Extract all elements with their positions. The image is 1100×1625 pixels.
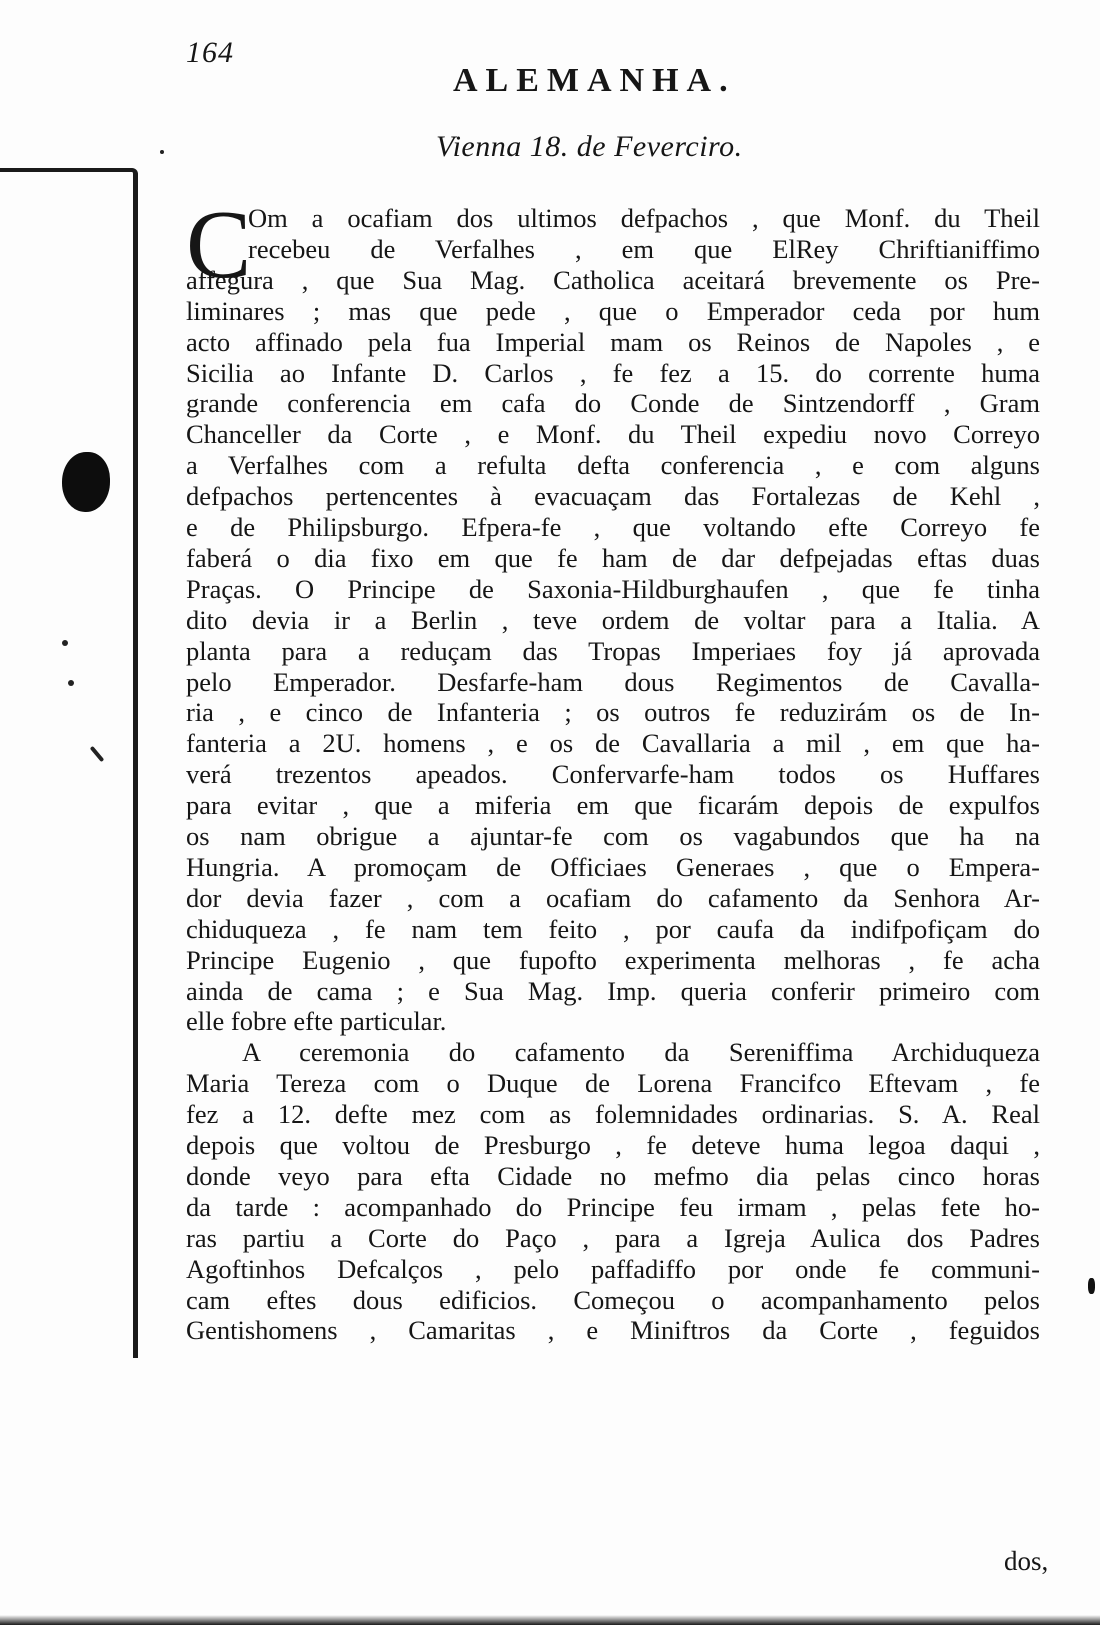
text-line: os nam obrigue a ajuntar-fe com os vagabundos que ha na — [186, 821, 1040, 851]
text-line: ainda de cama ; e Sua Mag. Imp. queria conferir primeiro com — [186, 975, 1040, 1006]
drop-cap: C — [186, 191, 252, 299]
ink-speck — [62, 640, 68, 646]
text-line: faberá o dia fixo em que fe ham de dar defpejadas eftas duas — [186, 542, 1040, 573]
text-line: donde veyo para efta Cidade no mefmo dia pelas cinco horas — [186, 1160, 1040, 1191]
text-line: affegura , que Sua Mag. Catholica aceitará brevemente os Pre- — [186, 264, 1040, 295]
text-line: da tarde : acompanhado do Principe feu irmam , pelas fete ho- — [186, 1191, 1040, 1222]
text-line: ras partiu a Corte do Paço , para a Igreja Aulica dos Padres — [186, 1222, 1040, 1253]
page-bottom-edge — [0, 1615, 1100, 1625]
ink-blot — [62, 452, 110, 512]
text-line: ria , e cinco de Infanteria ; os outros fe reduzirám os de In- — [186, 697, 1040, 728]
text-line: e de Philipsburgo. Efpera-fe , que voltando efte Correyo fe — [186, 512, 1040, 542]
text-line: cam eftes dous edificios. Começou o acompanhamento pelos — [186, 1284, 1040, 1315]
text-line: Hungria. A promoçam de Officiaes Generaes , que o Empera- — [186, 851, 1040, 882]
text-line: depois que voltou de Presburgo , fe deteve huma legoa daqui , — [186, 1130, 1040, 1160]
ink-speck — [1088, 1278, 1095, 1294]
catchword: dos, — [1004, 1546, 1049, 1576]
section-title: ALEMANHA. — [453, 62, 736, 99]
ink-speck — [160, 150, 164, 154]
text-line: Agoftinhos Defcalços , pelo paffadiffo por onde fe communi- — [186, 1253, 1040, 1284]
text-line: dito devia ir a Berlin , teve ordem de voltar para a Italia. A — [186, 604, 1040, 635]
text-line: Maria Tereza com o Duque de Lorena Francifco Eftevam , fe — [186, 1068, 1040, 1099]
text-line: pelo Emperador. Desfarfe-ham dous Regimentos de Cavalla- — [186, 666, 1040, 697]
text-line: liminares ; mas que pede , que o Emperador ceda por hum — [186, 295, 1040, 326]
text-line: para evitar , que a miferia em que ficarám depois de expulfos — [186, 790, 1040, 821]
text-line: Sicilia ao Infante D. Carlos , fe fez a 15. do corrente huma — [186, 357, 1040, 388]
text-line: Principe Eugenio , que fupofto experimenta melhoras , fe acha — [186, 944, 1040, 975]
text-line: chiduqueza , fe nam tem feito , por caufa da indifpofiçam do — [186, 913, 1040, 944]
text-line: Gentishomens , Camaritas , e Miniftros da Corte , feguidos — [186, 1315, 1040, 1346]
text-line: verá trezentos apeados. Confervarfe-ham todos os Huffares — [186, 759, 1040, 790]
text-line: Om a ocafiam dos ultimos defpachos , que Monf. du Theil — [248, 203, 1040, 233]
binding-edge-shadow — [0, 168, 138, 1358]
text-line: a Verfalhes com a refulta defta conferencia , e com alguns — [186, 450, 1040, 481]
text-line: recebeu de Verfalhes , em que ElRey Chriftianiffimo — [248, 233, 1040, 264]
text-line: A ceremonia do cafamento da Sereniffima Archiduqueza — [242, 1037, 1040, 1068]
text-line: fez a 12. defte mez com as folemnidades ordinarias. S. A. Real — [186, 1099, 1040, 1130]
page-number: 164 — [186, 36, 234, 69]
text-line: defpachos pertencentes à evacuaçam das Fortalezas de Kehl , — [186, 481, 1040, 512]
text-line: elle fobre efte particular. — [186, 1006, 447, 1037]
text-line: dor devia fazer , com a ocafiam do cafamento da Senhora Ar- — [186, 882, 1040, 913]
text-line: planta para a reduçam das Tropas Imperiaes foy já aprovada — [186, 635, 1040, 666]
text-line: fanteria a 2U. homens , e os de Cavallaria a mil , em que ha- — [186, 728, 1040, 759]
dateline: Vienna 18. de Feverciro. — [436, 130, 743, 163]
text-line: Chanceller da Corte , e Monf. du Theil expediu novo Correyo — [186, 419, 1040, 450]
text-line: grande conferencia em cafa do Conde de Sintzendorff , Gram — [186, 388, 1040, 419]
ink-speck — [68, 680, 74, 686]
text-line: acto affinado pela fua Imperial mam os Reinos de Napoles , e — [186, 326, 1040, 357]
text-line: Praças. O Principe de Saxonia-Hildburghaufen , que fe tinha — [186, 573, 1040, 604]
